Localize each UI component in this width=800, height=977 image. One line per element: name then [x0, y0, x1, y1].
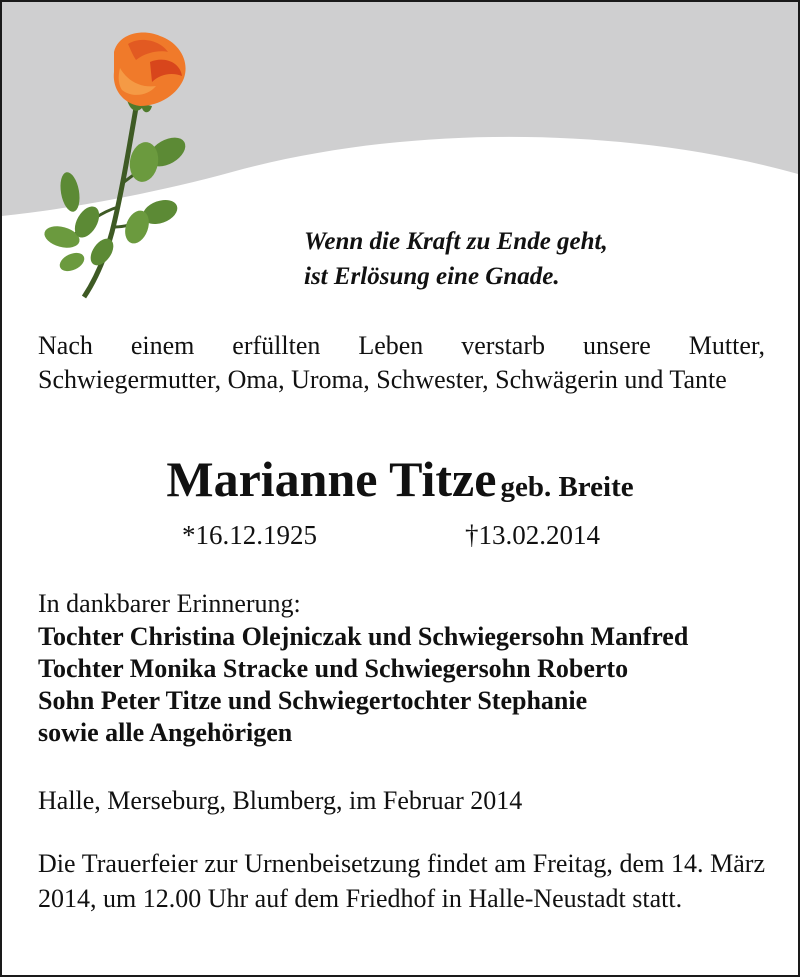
place-and-date: Halle, Merseburg, Blumberg, im Februar 2014: [38, 786, 523, 815]
mourner-line: Tochter Christina Olejniczak und Schwiegersohn Manfred: [38, 622, 689, 651]
memory-label: In dankbarer Erinnerung:: [38, 589, 301, 618]
rose-icon: [32, 22, 212, 302]
funeral-service-text: Die Trauerfeier zur Urnenbeisetzung findet am Freitag, dem 14. März 2014, um 12.00 Uhr auf dem Friedhof in Halle-Neustadt statt.: [38, 849, 765, 913]
birth-date: *16.12.1925: [182, 520, 317, 550]
mourner-line: Tochter Monika Stracke und Schwiegersohn Roberto: [38, 654, 629, 683]
motto-quote: [304, 224, 608, 294]
deceased-name: Marianne Titze: [166, 451, 497, 507]
motto-line-1: Wenn die Kraft zu Ende geht,: [304, 228, 608, 255]
birth-name: geb. Breite: [500, 471, 634, 503]
mourner-line: Sohn Peter Titze und Schwiegertochter Stephanie: [38, 686, 588, 715]
death-date: †13.02.2014: [465, 520, 600, 550]
intro-text: Nach einem erfüllten Leben verstarb unsere Mutter, Schwiegermutter, Oma, Uroma, Schwester, Schwägerin und Tante: [38, 331, 765, 394]
deceased-name-line: [2, 450, 798, 508]
motto-line-2: ist Erlösung eine Gnade.: [304, 263, 560, 290]
mourner-line: sowie alle Angehörigen: [38, 718, 293, 747]
mourners-list: [38, 621, 688, 749]
